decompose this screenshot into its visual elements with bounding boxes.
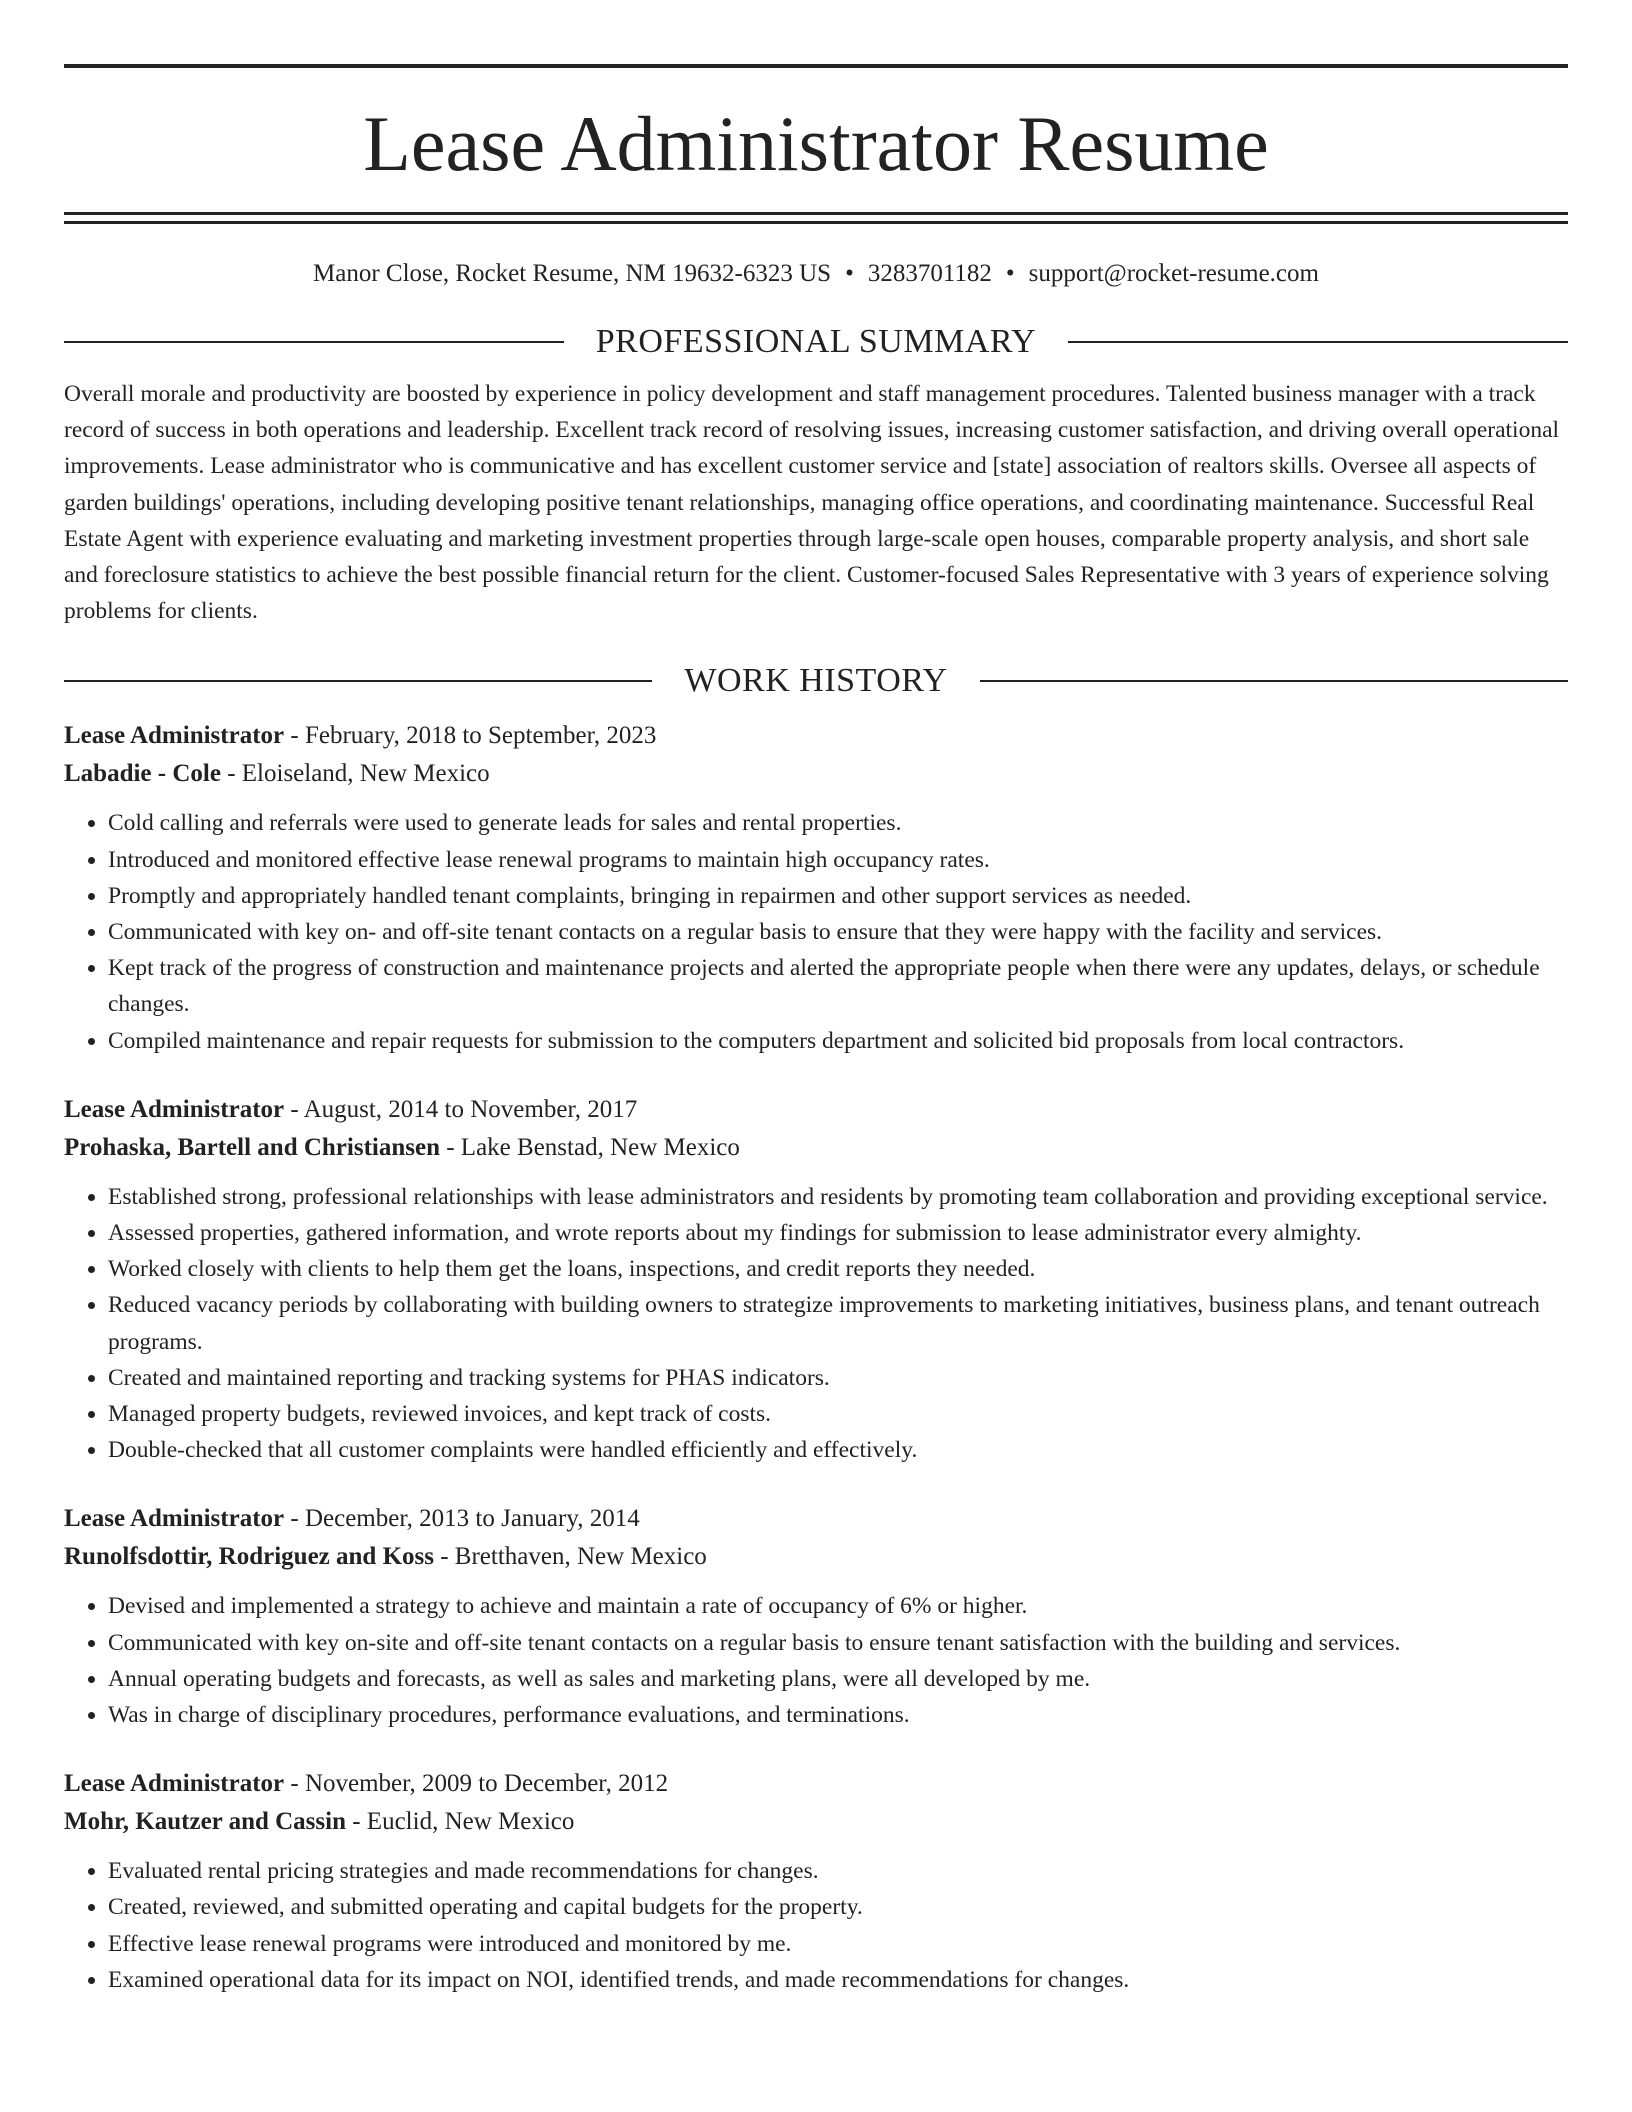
job-company: Mohr, Kautzer and Cassin	[64, 1808, 346, 1836]
contact-info	[64, 258, 1568, 290]
resume-title: Lease Administrator Resume	[363, 100, 1269, 187]
job-bullet: • Was in charge of disciplinary procedures, performance evaluations, and terminations.	[108, 1697, 1568, 1733]
job-company-line	[64, 1129, 1568, 1167]
job-bullet: • Compiled maintenance and repair requests for submission to the computers department and solicited bid proposals from local contractors.	[108, 1023, 1568, 1059]
job-company: Labadie - Cole	[64, 760, 221, 788]
job-company-line	[64, 1538, 1568, 1576]
job-dates: - November, 2009 to December, 2012	[284, 1770, 669, 1798]
job-company: Prohaska, Bartell and Christiansen	[64, 1133, 440, 1161]
contact-address: Manor Close, Rocket Resume, NM 19632-6323 US	[313, 260, 832, 287]
job-bullet-list	[64, 1588, 1568, 1733]
job-entry	[64, 1091, 1568, 1469]
job-company-line	[64, 755, 1568, 793]
job-bullet: • Evaluated rental pricing strategies and made recommendations for changes.	[108, 1853, 1568, 1889]
job-bullet: • Devised and implemented a strategy to achieve and maintain a rate of occupancy of 6% or higher.	[108, 1588, 1568, 1624]
job-bullet: • Worked closely with clients to help them get the loans, inspections, and credit reports they needed.	[108, 1251, 1568, 1287]
job-entry	[64, 1500, 1568, 1733]
resume-page	[64, 64, 1568, 1998]
job-company-line	[64, 1803, 1568, 1841]
summary-heading-label: PROFESSIONAL SUMMARY	[595, 323, 1037, 360]
heading-rule-right	[980, 680, 1568, 682]
summary-heading	[64, 320, 1568, 364]
job-title-line	[64, 1500, 1568, 1538]
job-bullet-list	[64, 1179, 1568, 1469]
job-bullet-list	[64, 1853, 1568, 1998]
job-title-line	[64, 1765, 1568, 1803]
summary-text: Overall morale and productivity are boosted by experience in policy development and staff management procedures. Talented business manager with a track record of success in both operations and leadership. Excellent track record of resolving issues, increasing customer satisfaction, and driving overall operational improvements. Lease administrator who is communicative and has excellent customer service and [state] association of realtors skills. Oversee all aspects of garden buildings' operations, including developing positive tenant relationships, managing office operations, and coordinating maintenance. Successful Real Estate Agent with experience evaluating and marketing investment properties through large-scale open houses, comparable property analysis, and short sale and foreclosure statistics to achieve the best possible financial return for the client. Customer-focused Sales Representative with 3 years of experience solving problems for clients.	[64, 381, 1560, 625]
job-dates: - August, 2014 to November, 2017	[284, 1095, 638, 1123]
job-location: - Euclid, New Mexico	[345, 1808, 575, 1836]
job-bullet: • Promptly and appropriately handled tenant complaints, bringing in repairmen and other support services as needed.	[108, 878, 1568, 914]
job-title-line	[64, 717, 1568, 755]
job-location: - Lake Benstad, New Mexico	[439, 1133, 740, 1161]
job-location: - Bretthaven, New Mexico	[433, 1543, 707, 1571]
job-bullet: • Created and maintained reporting and tracking systems for PHAS indicators.	[108, 1360, 1568, 1396]
job-title: Lease Administrator	[64, 1770, 285, 1798]
job-bullet: • Annual operating budgets and forecasts, as well as sales and marketing plans, were all developed by me.	[108, 1661, 1568, 1697]
job-bullet: • Examined operational data for its impact on NOI, identified trends, and made recommendations for changes.	[108, 1962, 1568, 1998]
job-entry	[64, 1765, 1568, 1998]
job-bullet: • Kept track of the progress of construction and maintenance projects and alerted the appropriate people when there were any updates, delays, or schedule changes.	[108, 950, 1568, 1022]
job-bullet: • Created, reviewed, and submitted operating and capital budgets for the property.	[108, 1889, 1568, 1925]
job-title-line	[64, 1091, 1568, 1129]
contact-separator: •	[845, 260, 854, 287]
job-location: - Eloiseland, New Mexico	[220, 760, 490, 788]
heading-rule-left	[64, 341, 564, 343]
contact-separator: •	[1005, 260, 1015, 287]
job-dates: - February, 2018 to September, 2023	[284, 722, 657, 750]
job-bullet: • Introduced and monitored effective lease renewal programs to maintain high occupancy rates.	[108, 842, 1568, 878]
job-bullet: • Double-checked that all customer complaints were handled efficiently and effectively.	[108, 1432, 1568, 1468]
job-bullet: • Cold calling and referrals were used to generate leads for sales and rental properties.	[108, 805, 1568, 841]
job-bullet: • Communicated with key on- and off-site tenant contacts on a regular basis to ensure that they were happy with the facility and services.	[108, 914, 1568, 950]
job-bullet: • Assessed properties, gathered information, and wrote reports about my findings for submission to lease administrator every almighty.	[108, 1215, 1568, 1251]
job-bullet: • Managed property budgets, reviewed invoices, and kept track of costs.	[108, 1396, 1568, 1432]
job-title: Lease Administrator	[64, 1505, 285, 1533]
job-bullet: • Communicated with key on-site and off-site tenant contacts on a regular basis to ensure tenant satisfaction with the building and services.	[108, 1625, 1568, 1661]
job-bullet-list	[64, 805, 1568, 1058]
job-title: Lease Administrator	[64, 722, 285, 750]
job-bullet: • Established strong, professional relationships with lease administrators and residents by promoting team collaboration and providing exceptional service.	[108, 1179, 1568, 1215]
job-title: Lease Administrator	[64, 1095, 285, 1123]
title-double-rule	[64, 212, 1568, 224]
job-bullet: • Effective lease renewal programs were introduced and monitored by me.	[108, 1926, 1568, 1962]
contact-email: support@rocket-resume.com	[1028, 260, 1319, 287]
work-history-list	[64, 717, 1568, 1998]
heading-rule-left	[64, 680, 652, 682]
heading-rule-right	[1068, 341, 1568, 343]
work-history-heading-label: WORK HISTORY	[684, 662, 948, 700]
job-entry	[64, 717, 1568, 1058]
job-bullet: • Reduced vacancy periods by collaborating with building owners to strategize improvements to marketing initiatives, business plans, and tenant outreach programs.	[108, 1287, 1568, 1359]
top-rule	[64, 64, 1568, 68]
job-company: Runolfsdottir, Rodriguez and Koss	[64, 1543, 434, 1571]
job-dates: - December, 2013 to January, 2014	[284, 1505, 640, 1533]
work-history-heading	[64, 659, 1568, 703]
contact-phone: 3283701182	[867, 260, 992, 287]
